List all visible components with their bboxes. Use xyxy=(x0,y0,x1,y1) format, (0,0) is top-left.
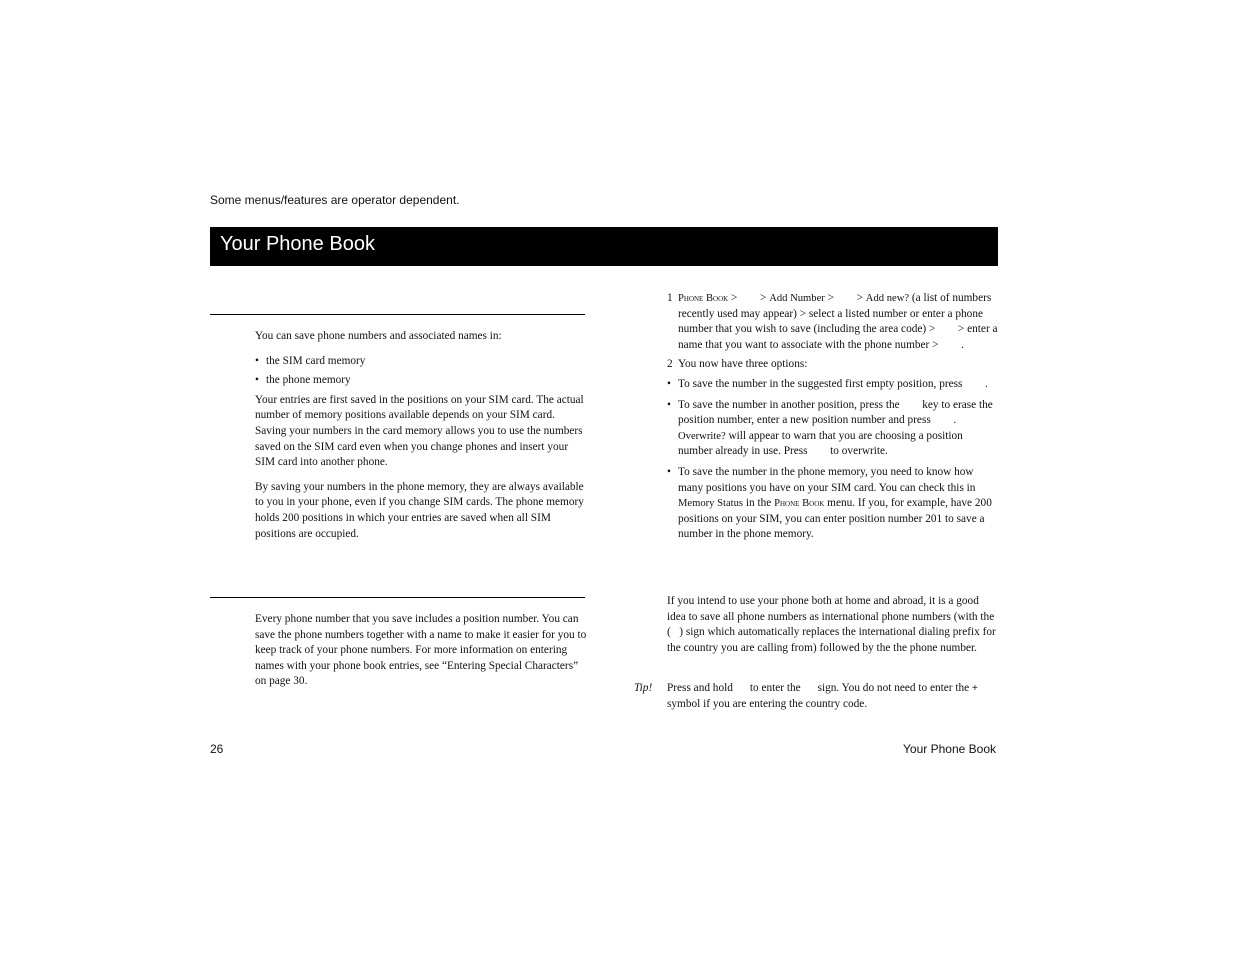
position-number-paragraph: Every phone number that you save includes a position number. You can save the phone numbers together with a name to make it easier for you to keep track of your phone numbers. For more information on entering names with your phone book entries, see “Entering Special Characters” on page 30. xyxy=(255,613,587,688)
tip-text-2: symbol if you are entering the country code. xyxy=(667,697,868,710)
option-suggested-position: • To save the number in the suggested first empty position, press . xyxy=(667,377,999,393)
tip-text xyxy=(667,681,999,712)
option-3-text-2: in the xyxy=(743,497,775,510)
section-rule-2 xyxy=(210,597,585,598)
option-2-text-2: will appear to warn that you are choosing a position number already in use. Press to overwrite. xyxy=(678,429,966,458)
step-2-number: 2 xyxy=(667,358,673,371)
bullet-sim-memory: • the SIM card memory xyxy=(255,354,587,370)
add-new-term: Add new? xyxy=(865,293,910,304)
step-1-text: (a list of numbers recently used may appear) > select a listed number or enter a phone number that you wish to save (including the area code) > > enter a name that you want to associate with the phone number > . xyxy=(678,292,1001,351)
page-title: Your Phone Book xyxy=(210,227,998,266)
step-1-separator-2: > > xyxy=(824,292,866,304)
bullet-phone-memory: • the phone memory xyxy=(255,373,587,389)
tip-text-1: Press and hold to enter the sign. You do not need to enter the xyxy=(667,682,972,694)
overwrite-term: Overwrite? xyxy=(678,430,726,442)
tip-label: Tip! xyxy=(634,682,653,694)
step-2-text: You now have three options: xyxy=(678,358,808,371)
operator-note: Some menus/features are operator dependent. xyxy=(210,193,460,207)
international-paragraph: If you intend to use your phone both at home and abroad, it is a good idea to save all phone numbers as international phone numbers (with the ( ) sign which automatically replaces the international dialing prefix for the country you are calling from) followed by the the phone number. xyxy=(667,595,999,654)
option-3-text-3: menu. If you, for example, have 200 positions on your SIM, you can enter position number 201 to save a number in the phone memory. xyxy=(678,497,992,541)
option-2-text-1: To save the number in another position, press the key to erase the position number, enter a new position number and press . xyxy=(678,398,996,427)
section-rule-1 xyxy=(210,314,585,315)
add-number-term: Add Number xyxy=(769,293,825,304)
plus-symbol: + xyxy=(971,683,978,694)
step-1-separator-1: > > xyxy=(728,292,770,304)
option-phone-memory xyxy=(667,465,999,543)
option-other-position xyxy=(667,398,999,460)
international-numbers xyxy=(667,594,999,656)
footer-section-title: Your Phone Book xyxy=(903,742,996,756)
phone-book-menu-term-2: Phone Book xyxy=(774,498,825,510)
left-section-2 xyxy=(255,612,587,690)
option-3-text-1: To save the number in the phone memory, you need to know how many positions you have on your SIM card. You can check this in xyxy=(678,465,976,494)
right-steps xyxy=(667,291,999,543)
phone-memory-paragraph: By saving your numbers in the phone memory, they are always available to you in your phone, even if you change SIM cards. The phone memory holds 200 positions in which your entries are saved when all SIM positions are occupied. xyxy=(255,480,584,540)
step-1 xyxy=(667,291,999,353)
left-section-1 xyxy=(255,329,587,542)
page-number: 26 xyxy=(210,742,224,756)
phone-book-menu-term: Phone Book xyxy=(678,293,729,304)
intro-text: You can save phone numbers and associated names in: xyxy=(255,330,502,342)
sim-positions-paragraph: Your entries are first saved in the positions on your SIM card. The actual number of memory positions available depends on your SIM card. Saving your numbers in the card memory allows you to use the numbers saved on the SIM card even when you change phones and insert your SIM card into another phone. xyxy=(255,393,584,469)
memory-status-term: Memory Status xyxy=(678,498,744,510)
step-2 xyxy=(667,357,999,373)
step-1-number: 1 xyxy=(667,292,673,304)
